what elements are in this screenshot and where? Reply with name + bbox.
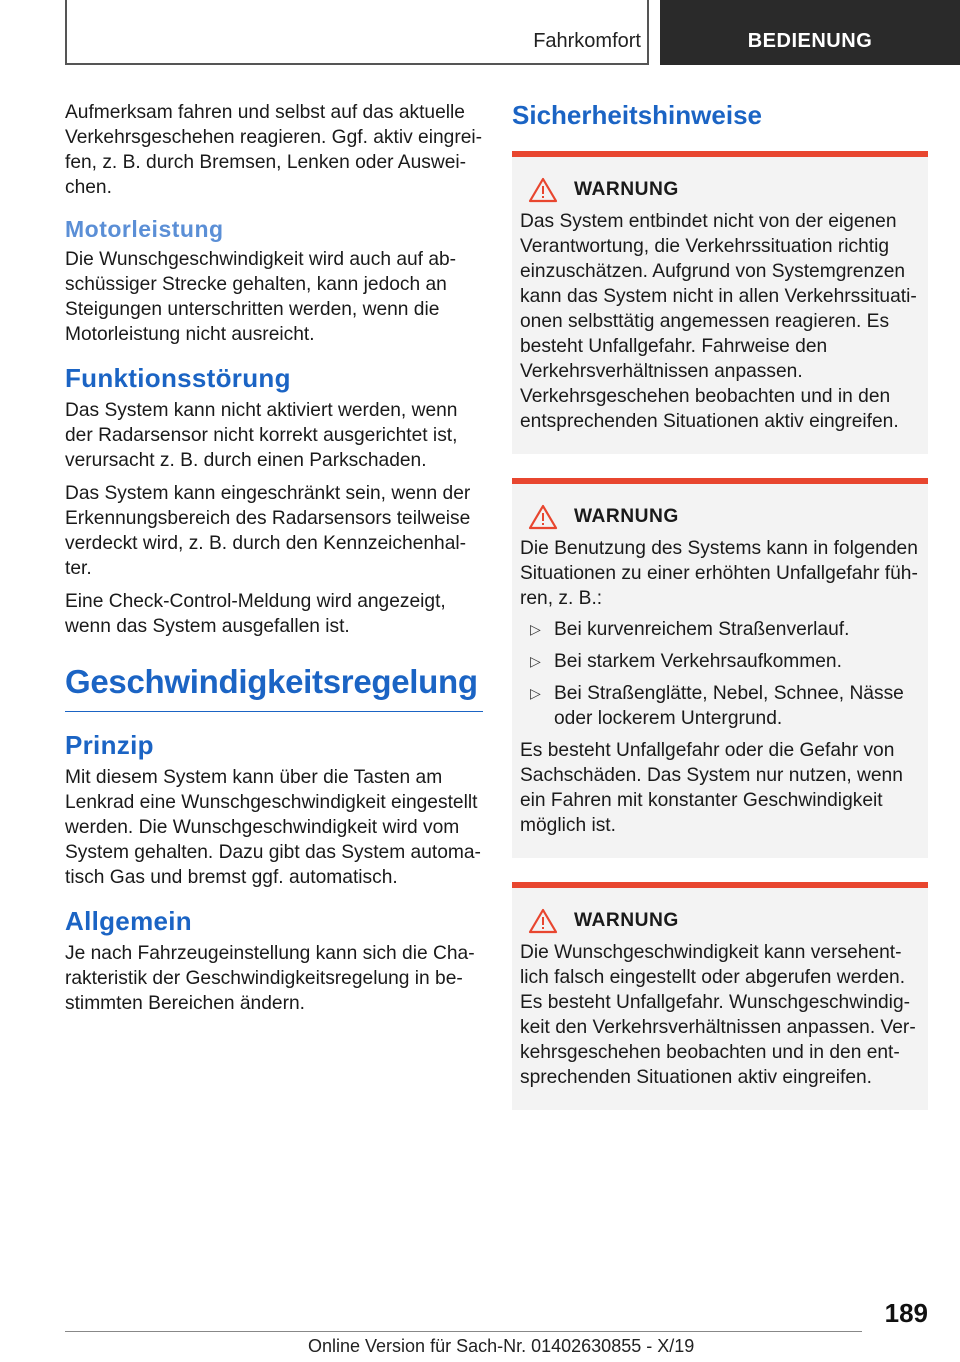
- fault-heading: Funktionsstörung: [65, 363, 291, 393]
- page-number: 189: [884, 1298, 928, 1328]
- warning-title: WARNUNG: [574, 179, 679, 200]
- list-item-text: Bei starkem Verkehrsaufkommen.: [554, 651, 842, 672]
- warning-header: [528, 908, 920, 934]
- warning-triangle-icon: [528, 177, 558, 203]
- warning-text: Das System entbindet nicht von der eigenen Verantwortung, die Verkehrssituation richtig einzuschätzen. Aufgrund von Systemgrenzen kann das System nicht in allen Verkehrssituationen selbsttätig angemessen reagieren. Es besteht Unfallgefahr. Fahrweise den Verkehrsverhältnissen anpassen. Verkehrsgeschehen beobachten und in den entsprechenden Situationen aktiv eingreifen.: [520, 211, 917, 432]
- header-chapter-tab: BEDIENUNG: [660, 0, 960, 65]
- warning-box-2: [512, 478, 928, 858]
- warning-text: Die Benutzung des Systems kann in folgenden Situationen zu einer erhöhten Unfallgefahr führen, z. B.:: [520, 538, 918, 609]
- warning-header: [528, 504, 920, 530]
- list-item: [520, 617, 920, 642]
- warning-box-1: [512, 151, 928, 454]
- warning-triangle-icon: [528, 908, 558, 934]
- header-section-title: Fahrkomfort: [533, 30, 641, 52]
- list-item-text: Bei kurvenreichem Straßenverlauf.: [554, 619, 850, 640]
- footer-divider: [65, 1331, 862, 1332]
- header-frame: [65, 0, 649, 65]
- warning-header: [528, 177, 920, 203]
- warning-box-3: [512, 882, 928, 1110]
- fault-paragraph-1: Das System kann nicht aktiviert werden, wenn der Radarsensor nicht korrekt ausgerichtet ist, verursacht z. B. durch einen Parkschaden.: [65, 400, 458, 471]
- fault-paragraph-3: Eine Check-Control-Meldung wird angezeigt, wenn das System ausgefallen ist.: [65, 591, 446, 637]
- footer-text: Online Version für Sach-Nr. 01402630855 - X/19: [308, 1336, 695, 1356]
- right-column: [512, 100, 928, 1134]
- warning-title: WARNUNG: [574, 506, 679, 527]
- triangle-right-icon: ▷: [530, 685, 541, 701]
- list-item: [520, 681, 920, 731]
- principle-paragraph: Mit diesem System kann über die Tasten am Lenkrad eine Wunschgeschwindigkeit eingestellt werden. Die Wunschgeschwindigkeit wird vom System gehalten. Dazu gibt das System automatisch Gas und bremst ggf. automatisch.: [65, 767, 481, 888]
- principle-heading: Prinzip: [65, 730, 154, 760]
- triangle-right-icon: ▷: [530, 653, 541, 669]
- general-heading: Allgemein: [65, 906, 192, 936]
- motor-heading: Motorleistung: [65, 216, 224, 242]
- triangle-right-icon: ▷: [530, 621, 541, 637]
- left-column: [65, 100, 483, 1024]
- list-item-text: Bei Straßenglätte, Nebel, Schnee, Nässe oder lockerem Untergrund.: [554, 683, 904, 729]
- warning-triangle-icon: [528, 504, 558, 530]
- motor-paragraph: Die Wunschgeschwindigkeit wird auch auf abschüssiger Strecke gehalten, kann jedoch an Steigungen unterschritten werden, wenn die Motorleistung nicht ausreicht.: [65, 249, 457, 345]
- general-paragraph: Je nach Fahrzeugeinstellung kann sich die Charakteristik der Geschwindigkeitsregelung in bestimmten Bereichen ändern.: [65, 943, 475, 1014]
- main-heading: Geschwindigkeitsregelung: [65, 663, 483, 712]
- warning-text-after: Es besteht Unfallgefahr oder die Gefahr von Sachschäden. Das System nur nutzen, wenn ein Fahren mit konstanter Geschwindigkeit möglich ist.: [520, 740, 903, 836]
- intro-paragraph: Aufmerksam fahren und selbst auf das aktuelle Verkehrsgeschehen reagieren. Ggf. aktiv eingreifen, z. B. durch Bremsen, Lenken oder Ausweichen.: [65, 102, 483, 198]
- fault-paragraph-2: Das System kann eingeschränkt sein, wenn der Erkennungsbereich des Radarsensors teilweise verdeckt wird, z. B. durch den Kennzeichenhalter.: [65, 483, 471, 579]
- warning-title: WARNUNG: [574, 910, 679, 931]
- warning-text: Die Wunschgeschwindigkeit kann versehentlich falsch eingestellt oder abgerufen werden. Es besteht Unfallgefahr. Wunschgeschwindigkeit den Verkehrsverhältnissen anpassen. Verkehrsgeschehen beobachten und in den entsprechenden Situationen aktiv eingreifen.: [520, 942, 916, 1088]
- warning-list: [520, 617, 920, 731]
- safety-heading: Sicherheitshinweise: [512, 100, 762, 130]
- list-item: [520, 649, 920, 674]
